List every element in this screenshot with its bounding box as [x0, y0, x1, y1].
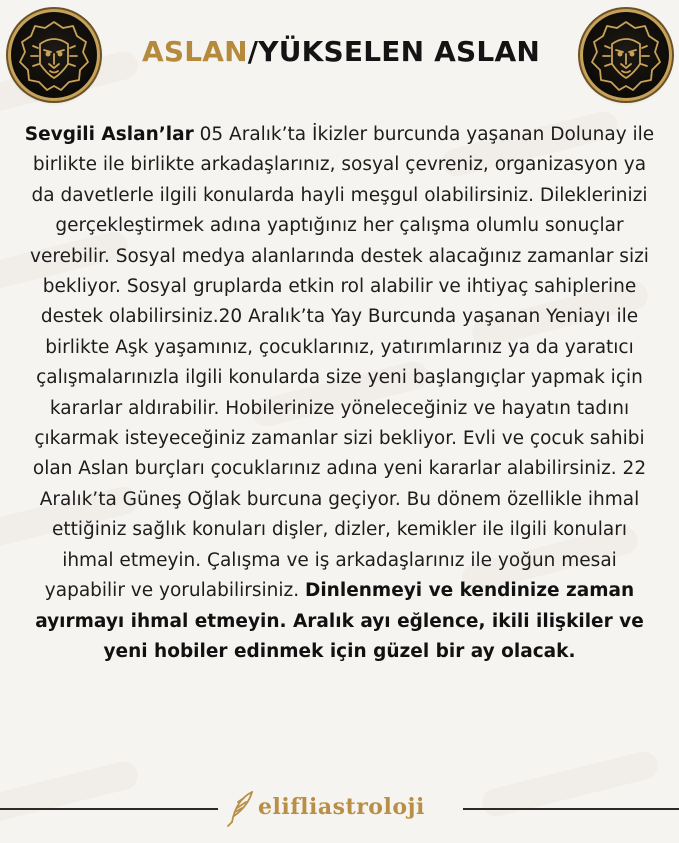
horoscope-body: 05 Aralık’ta İkizler burcunda yaşanan Dolunay ile birlikte ile birlikte arkadaşlarınız, sosyal çevreniz, organizasyon ya da davetlerle ilgili konularda hayli meşgul olabilirsiniz. Dileklerinizi gerçekleştirmek adına yaptığınız her çalışma olumlu sonuçlar verebilir. Sosyal medya alanlarında destek alacağınız zamanlar sizi bekliyor. Sosyal gruplarda etkin rol alabilir ve ihtiyaç sahiplerine destek olabilirsiniz.20 Aralık’ta Yay Burcunda yaşanan Yeniayı ile birlikte Aşk yaşamınız, çocuklarınız, yatırımlarınız ya da yaratıcı çalışmalarınızla ilgili konularda size yeni başlangıçlar yapmak için kararlar aldırabilir. Hobilerinize yöneleceğiniz ve hayatın tadını çıkarmak isteyeceğiniz zamanlar sizi bekliyor. Evli ve çocuk sahibi olan Aslan burçları çocuklarınız adına yeni kararlar alabilirsiniz. 22 Aralık’ta Güneş Oğlak burcuna geçiyor. Bu dönem özellikle ihmal ettiğiniz sağlık konuları dişler, dizler, kemikler ile ilgili konuları ihmal etmeyin. Çalışma ve iş arkadaşlarınız ile yoğun mesai yapabilir ve yorulabilirsiniz. — [30, 124, 655, 602]
footer-divider — [0, 808, 218, 810]
brand-signature — [222, 788, 458, 828]
title-sign: ASLAN — [142, 35, 248, 68]
title-rising: /YÜKSELEN ASLAN — [247, 35, 540, 68]
horoscope-text — [24, 120, 655, 667]
feather-icon — [222, 788, 262, 828]
page-footer — [0, 784, 679, 832]
greeting: Sevgili Aslan’lar — [24, 124, 194, 145]
footer-divider — [463, 808, 679, 810]
closing-advice: Dinlenmeyi ve kendinize zaman ayırmayı ihmal etmeyin. Aralık ayı eğlence, ikili ilişkiler ve yeni hobiler edinmek için güzel bir ay olacak. — [35, 580, 644, 662]
page-title — [106, 32, 576, 72]
lion-icon — [583, 12, 669, 98]
brand-name: elifliastroloji — [258, 794, 425, 820]
page-header — [0, 0, 679, 110]
lion-icon — [11, 12, 97, 98]
